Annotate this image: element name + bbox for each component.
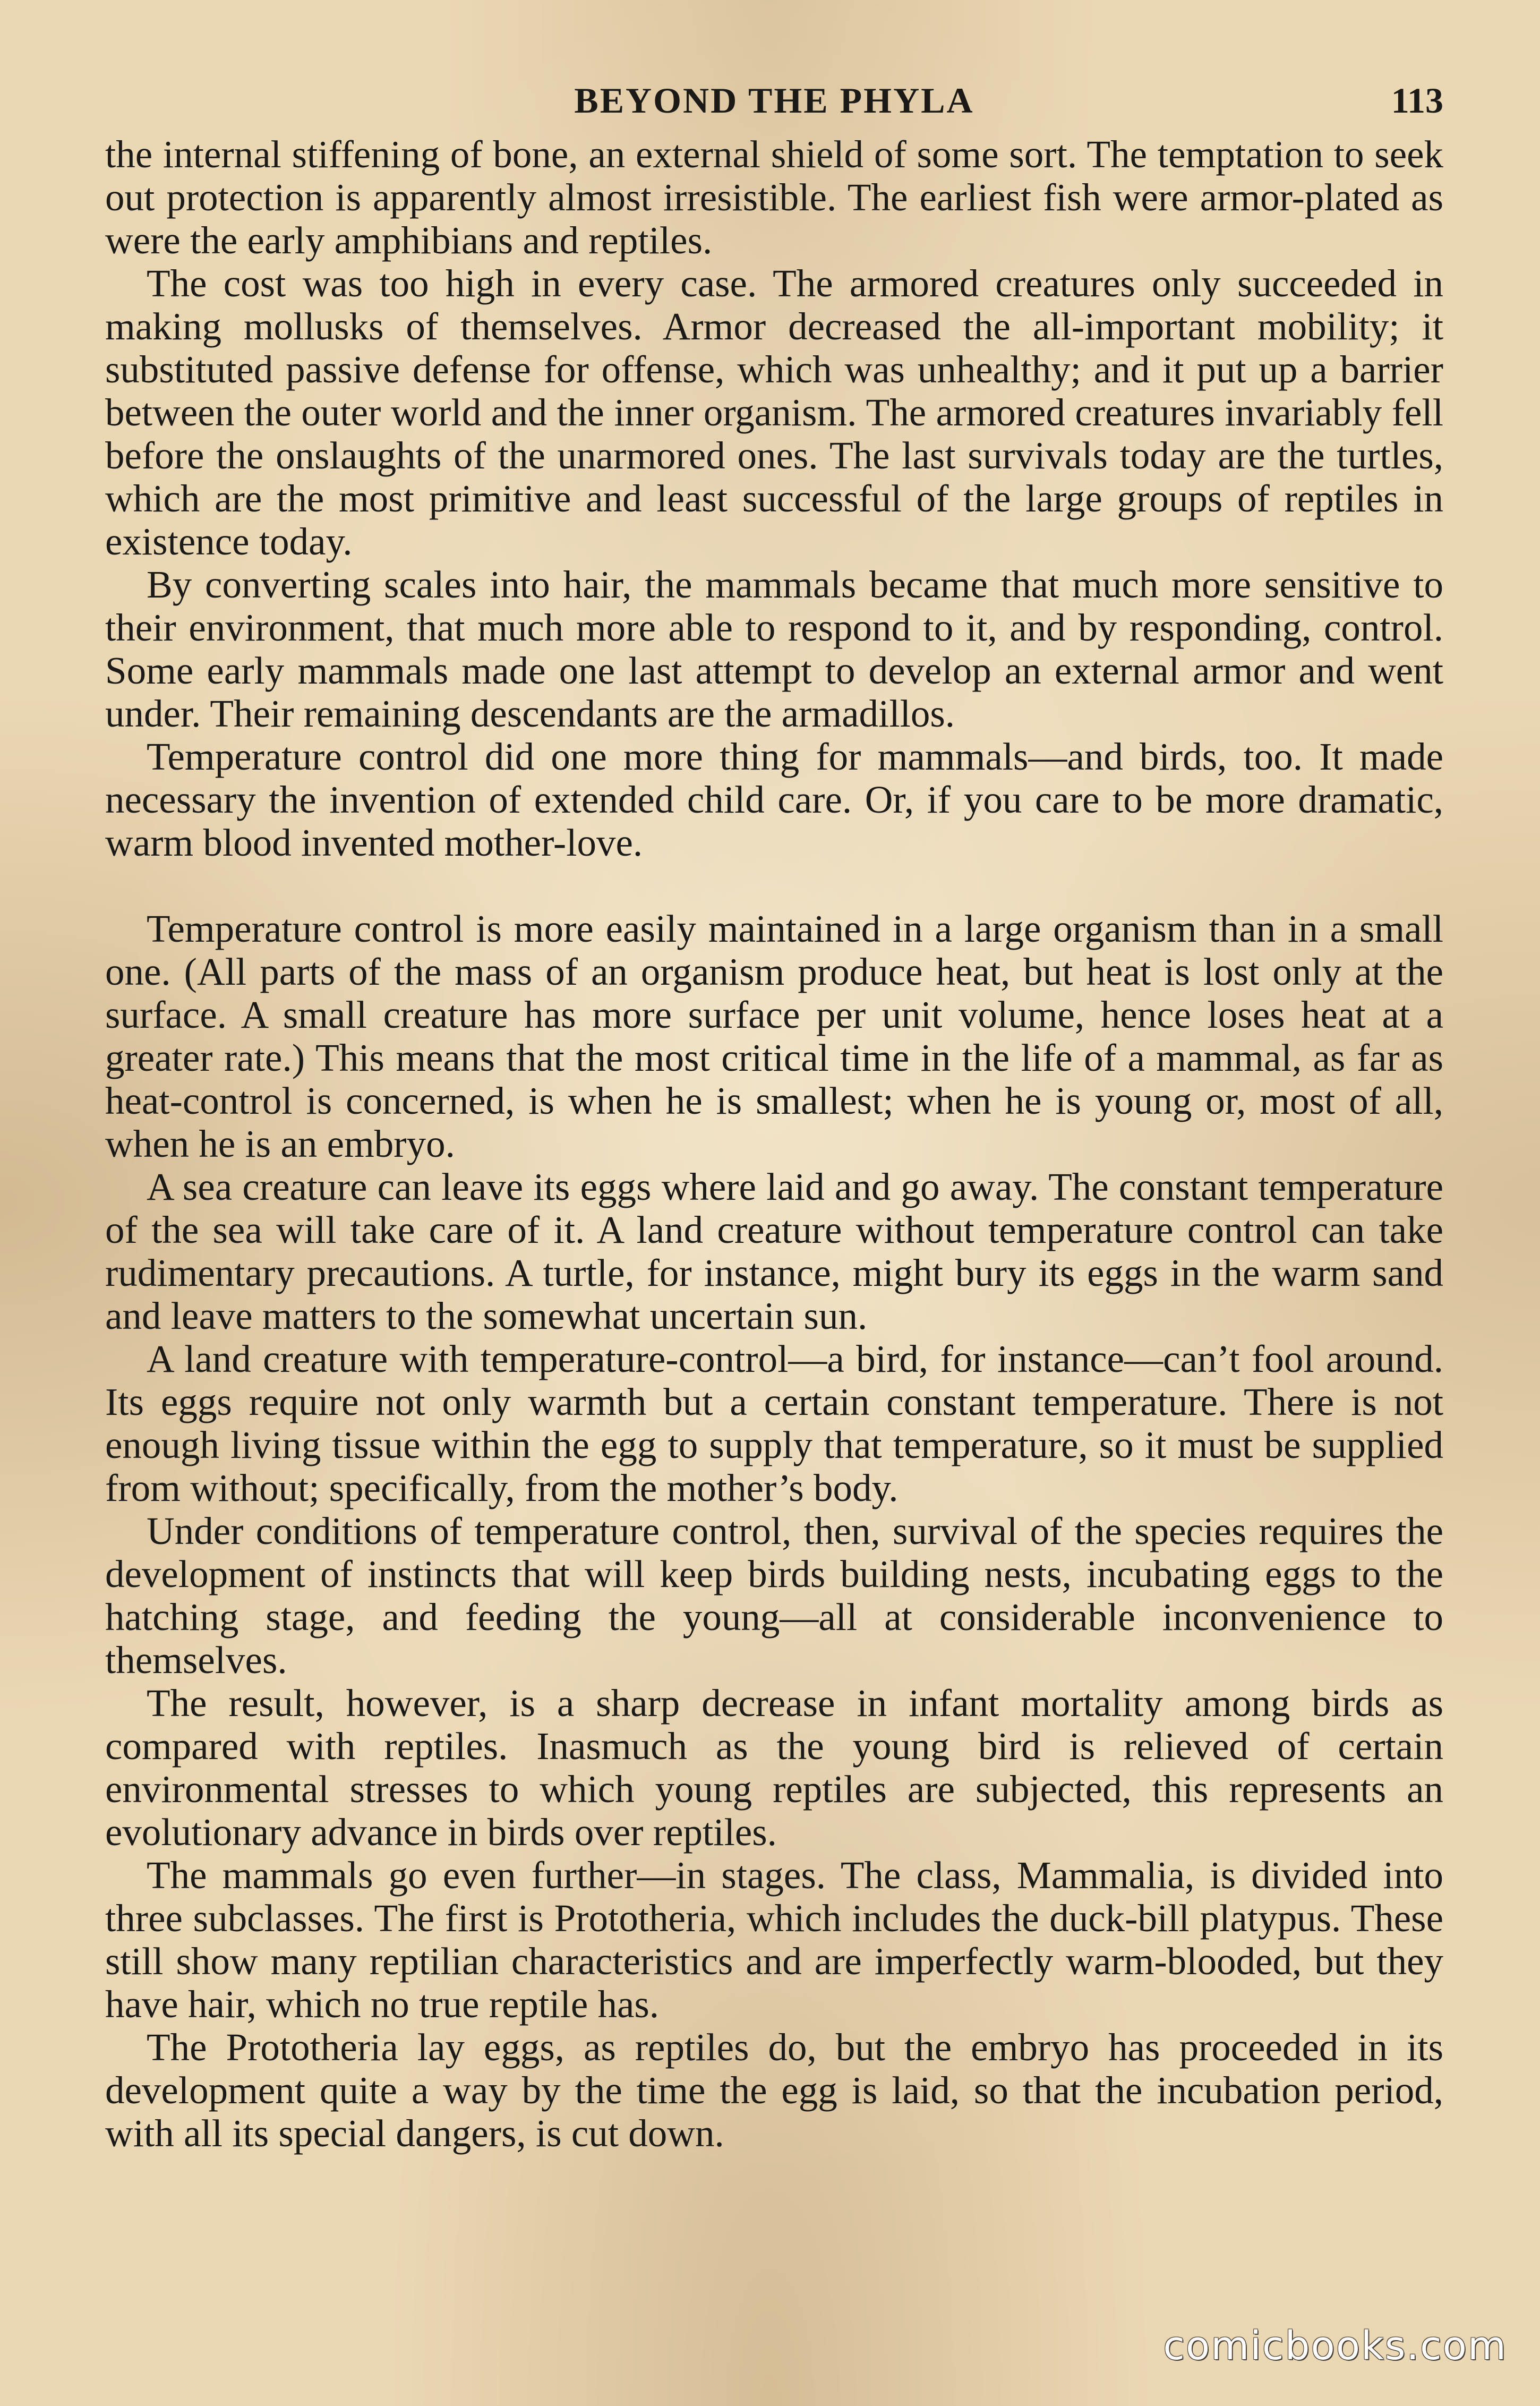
paragraph: A sea creature can leave its eggs where laid and go away. The constant temperature of the sea will take care of it. A land creature without temperature control can take rudimentary precautions. A turtle, for instance, might bury its eggs in the warm sand and leave matters to the somewhat uncertain sun.: [105, 1165, 1443, 1337]
book-page: [105, 80, 1443, 2155]
paragraph: The result, however, is a sharp decrease in infant mortality among birds as compared with reptiles. Inasmuch as the young bird is relieved of certain environmental stresses to which young reptiles are subjected, this represents an evolutionary advance in birds over reptiles.: [105, 1682, 1443, 1854]
paragraph: Temperature control did one more thing for mammals—and birds, too. It made necessary the invention of extended child care. Or, if you care to be more dramatic, warm blood invented mother-love.: [105, 735, 1443, 864]
paragraph: The mammals go even further—in stages. The class, Mammalia, is divided into three subclasses. The first is Prototheria, which includes the duck-bill platypus. These still show many reptilian characteristics and are imperfectly warm-blooded, but they have hair, which no true reptile has.: [105, 1854, 1443, 2026]
paragraph: A land creature with temperature-control—a bird, for instance—can’t fool around. Its eggs require not only warmth but a certain constant temperature. There is not enough living tissue within the egg to supply that temperature, so it must be supplied from without; specifically, from the mother’s body.: [105, 1337, 1443, 1509]
running-head: [105, 80, 1443, 133]
paragraph: Under conditions of temperature control, then, survival of the species requires the development of instincts that will keep birds building nests, incubating eggs to the hatching stage, and feeding the young—all at considerable inconvenience to themselves.: [105, 1509, 1443, 1682]
watermark-logo: comicbooks.com: [1163, 2323, 1507, 2369]
paragraph: The Prototheria lay eggs, as reptiles do, but the embryo has proceeded in its development quite a way by the time the egg is laid, so that the incubation period, with all its special dangers, is cut down.: [105, 2026, 1443, 2155]
paragraph: Temperature control is more easily maintained in a large organism than in a small one. (All parts of the mass of an organism produce heat, but heat is lost only at the surface. A small creature has more surface per unit volume, hence loses heat at a greater rate.) This means that the most critical time in the life of a mammal, as far as heat-control is concerned, is when he is smallest; when he is young or, most of all, when he is an embryo.: [105, 907, 1443, 1165]
paragraph: The cost was too high in every case. The armored creatures only succeeded in making mollusks of themselves. Armor decreased the all-important mobility; it substituted passive defense for offense, which was unhealthy; and it put up a barrier between the outer world and the inner organism. The armored creatures invariably fell before the onslaughts of the unarmored ones. The last survivals today are the turtles, which are the most primitive and least successful of the large groups of reptiles in existence today.: [105, 262, 1443, 563]
running-title: BEYOND THE PHYLA: [574, 80, 974, 121]
paragraph: the internal stiffening of bone, an external shield of some sort. The temptation to seek out protection is apparently almost irresistible. The earliest fish were armor-plated as were the early amphibians and reptiles.: [105, 133, 1443, 262]
page-number: 113: [1391, 80, 1443, 121]
body-text: [105, 133, 1443, 2155]
paragraph: By converting scales into hair, the mammals became that much more sensitive to their environment, that much more able to respond to it, and by responding, control. Some early mammals made one last attempt to develop an external armor and went under. Their remaining descendants are the armadillos.: [105, 563, 1443, 735]
